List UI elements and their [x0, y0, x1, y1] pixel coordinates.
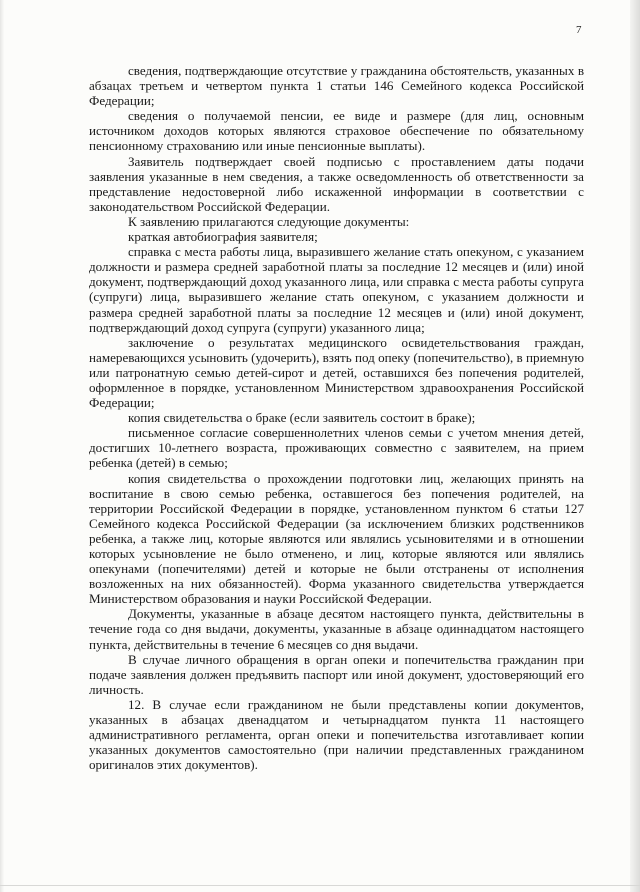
scan-bottom-edge [0, 885, 640, 886]
paragraph: К заявлению прилагаются следующие документы: [128, 213, 410, 229]
page-number: 7 [576, 24, 582, 36]
paragraph: В случае личного обращения в орган опеки и попечительства гражданин при подаче заявления должен предъявить паспорт или иной документ, удостоверяющий его личность. [89, 651, 584, 697]
scan-edge-left [0, 0, 4, 892]
paragraph: копия свидетельства о браке (если заявитель состоит в браке); [128, 410, 476, 426]
paragraph: 12. В случае если гражданином не были представлены копии документов, указанных в абзацах двенадцатом и четырнадцатом пункта 11 настоящего административного регламента, орган опеки и попечительства изготавливает копии указанных документов самостоятельно (при наличии представленных гражданином оригиналов этих документов). [89, 696, 584, 773]
scan-edge-right [630, 0, 640, 892]
paragraph: сведения, подтверждающие отсутствие у гражданина обстоятельств, указанных в абзацах третьем и четвертом пункта 1 статьи 146 Семейного кодекса Российской Федерации; [89, 63, 584, 109]
paragraph: заключение о результатах медицинского освидетельствования граждан, намеревающихся усыновить (удочерить), взять под опеку (попечительство), в приемную или патронатную семью детей-сирот и детей, оставшихся без попечения родителей, оформленное в порядке, установленном Министерством здравоохранения Российской Федерации; [89, 334, 585, 411]
paragraph: справка с места работы лица, выразившего желание стать опекуном, с указанием должности и размера средней заработной платы за последние 12 месяцев и (или) иной документ, подтверждающий доход указанного лица, или справка с места работы супруга (супруги) лица, выразившего желание стать опекуном, с указанием должности и размера средней заработной платы за последние 12 месяцев и (или) иной документ, подтверждающий доход супруга (супруги) указанного лица; [89, 244, 584, 335]
body-text [89, 63, 584, 772]
paragraph: Заявитель подтверждает своей подписью с проставлением даты подачи заявления указанные в нем сведения, а также осведомленность об ответственности за представление недостоверной либо искаженной информации в соответствии с законодательством Российской Федерации. [89, 153, 584, 214]
paragraph: сведения о получаемой пенсии, ее виде и размере (для лиц, основным источником доходов которых являются страховое обеспечение по обязательному пенсионному страхованию или иные пенсионные выплаты). [89, 108, 584, 154]
paragraph: копия свидетельства о прохождении подготовки лиц, желающих принять на воспитание в свою семью ребенка, оставшегося без попечения родителей, на территории Российской Федерации в порядке, установленном пунктом 6 статьи 127 Семейного кодекса Российской Федерации (за исключением близких родственников ребенка, а также лиц, которые являются или являлись усыновителями и в отношении которых усыновление не было отменено, и лиц, которые являются или являлись опекунами (попечителями) детей и которые не были отстранены от исполнения возложенных на них обязанностей). Форма указанного свидетельства утверждается Министерством образования и науки Российской Федерации. [89, 470, 584, 607]
paragraph: краткая автобиография заявителя; [128, 229, 318, 245]
paragraph: Документы, указанные в абзаце десятом настоящего пункта, действительны в течение года со дня выдачи, документы, указанные в абзаце одиннадцатом настоящего пункта, действительны в течение 6 месяцев со дня выдачи. [89, 606, 584, 652]
paragraph: письменное согласие совершеннолетних членов семьи с учетом мнения детей, достигших 10-летнего возраста, проживающих совместно с заявителем, на прием ребенка (детей) в семью; [89, 425, 584, 471]
